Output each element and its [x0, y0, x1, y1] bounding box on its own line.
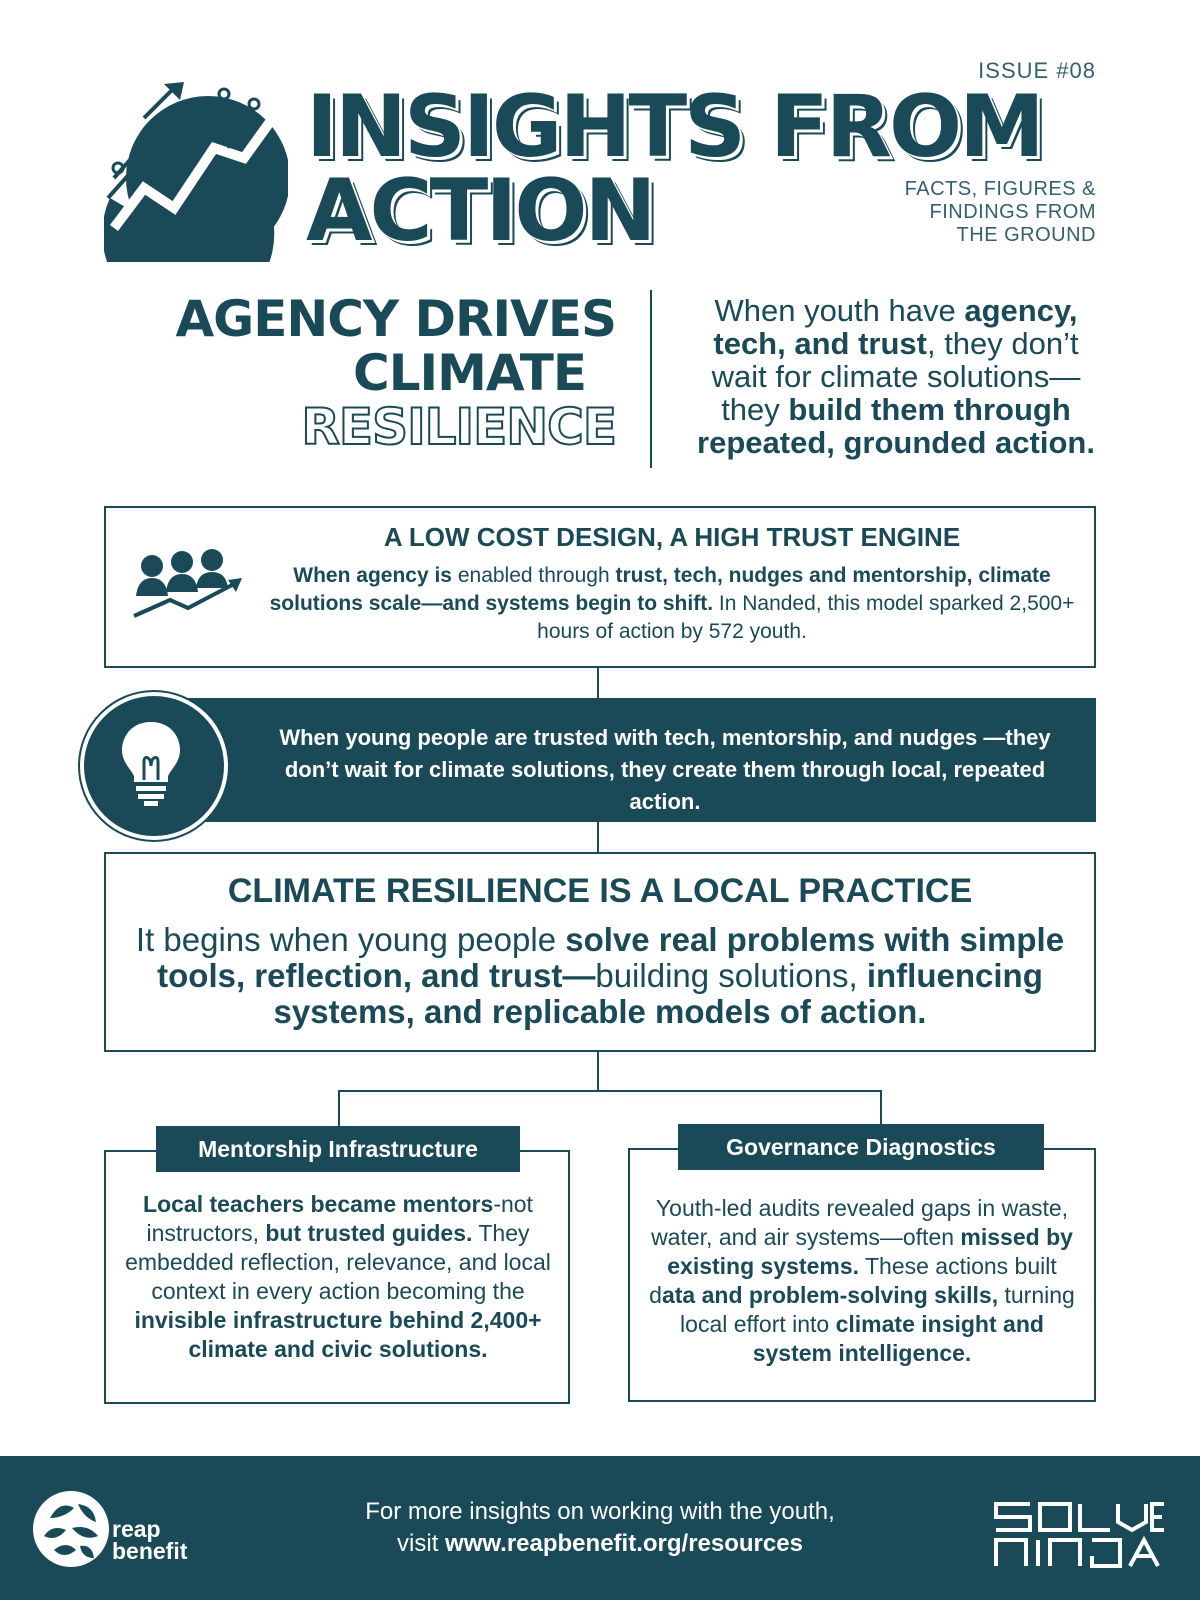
headline-line2: CLIMATE: [353, 344, 586, 402]
footer-text: [280, 1496, 920, 1560]
branch-line: [338, 1090, 882, 1092]
box2-bold: solve real problems with simple tools, reflection, and trust—: [157, 921, 1065, 994]
box2-plain: It begins when young people: [135, 921, 566, 958]
box2-bold: influencing systems, and replicable models of action.: [273, 957, 1043, 1030]
issue-number: ISSUE #08: [978, 58, 1096, 83]
headline-line3: RESILIENCE: [301, 398, 616, 456]
mentorship-body: [120, 1190, 556, 1364]
footer-line1: For more insights on working with the youth,: [365, 1498, 835, 1525]
footer-visit: visit: [397, 1530, 446, 1557]
intro-plain: , they don’t wait for climate solutions—they: [711, 326, 1081, 427]
mentorship-label: Mentorship Infrastructure: [156, 1126, 520, 1172]
box1-plain: enabled through: [452, 564, 616, 587]
headline: [104, 292, 616, 454]
intro-text: [686, 294, 1106, 459]
box1-bold: When agency is: [293, 564, 452, 587]
resources-link[interactable]: www.reapbenefit.org/resources: [445, 1530, 803, 1557]
col2-bold: climate insight and system intelligence.: [752, 1311, 1044, 1366]
box2-title: CLIMATE RESILIENCE IS A LOCAL PRACTICE: [227, 872, 973, 910]
connector-line: [597, 822, 599, 852]
main-title-line1: INSIGHTS FROM: [306, 77, 1042, 177]
col2-plain: Youth-led audits revealed gaps in waste, water, and air systems—often: [651, 1195, 1069, 1250]
connector-line: [597, 668, 599, 698]
col1-plain: They embedded reflection, relevance, and local context in every action becoming the: [125, 1220, 551, 1304]
solve-ninja-logo-icon: [992, 1500, 1168, 1570]
lightbulb-icon: [116, 718, 186, 808]
intro-bold: build them through repeated, grounded action.: [697, 392, 1095, 460]
connector-line: [880, 1090, 882, 1124]
col2-bold: ata and problem-solving skills,: [661, 1282, 999, 1308]
col1-plain: -not instructors,: [146, 1191, 533, 1246]
box1-bold: trust, tech, nudges and mentorship, climate solutions scale—and systems begin to shift.: [269, 564, 1051, 615]
footer-line2: [280, 1528, 920, 1560]
tagline-line: FACTS, FIGURES &: [904, 178, 1096, 200]
box1-title: A LOW COST DESIGN, A HIGH TRUST ENGINE: [383, 522, 961, 552]
intro-bold: agency, tech, and trust: [713, 293, 1078, 361]
headline-line1: AGENCY DRIVES: [175, 290, 616, 348]
connector-line: [338, 1090, 340, 1126]
col1-bold: but trusted guides.: [265, 1220, 473, 1246]
box1-body: [262, 562, 1082, 646]
tagline-line: THE GROUND: [956, 224, 1096, 246]
divider: [650, 290, 652, 468]
intro-plain: When youth have: [714, 293, 965, 328]
reap-benefit-logo-icon: [30, 1488, 112, 1570]
col1-bold: invisible infrastructure behind 2,400+ climate and civic solutions.: [134, 1307, 542, 1362]
box2-body: [120, 922, 1080, 1030]
banner-text: When young people are trusted with tech, mentorship, and nudges —they don’t wait for climate solutions, they create them through local, repeated action.: [279, 725, 1051, 814]
col2-plain: turning local effort into: [680, 1282, 1075, 1337]
col1-bold: Local teachers became mentors: [143, 1191, 494, 1217]
growth-chart-logo-icon: [104, 78, 288, 262]
box1-plain: In Nanded, this model sparked 2,500+ hours of action by 572 youth.: [537, 592, 1075, 643]
governance-body: [646, 1194, 1078, 1368]
col2-plain: These actions built d: [649, 1253, 1057, 1308]
people-growth-icon: [130, 548, 246, 620]
connector-line: [597, 1052, 599, 1090]
reap-word-line1: reap: [112, 1516, 161, 1542]
box2-plain: building solutions,: [595, 957, 867, 994]
tagline-line: FINDINGS FROM: [929, 201, 1096, 223]
reap-benefit-wordmark: [112, 1518, 187, 1562]
col2-bold: missed by existing systems.: [667, 1224, 1073, 1279]
main-title-line2: ACTION: [306, 161, 654, 261]
reap-word-line2: benefit: [112, 1538, 188, 1564]
tagline: [856, 178, 1096, 247]
governance-label: Governance Diagnostics: [678, 1124, 1044, 1170]
